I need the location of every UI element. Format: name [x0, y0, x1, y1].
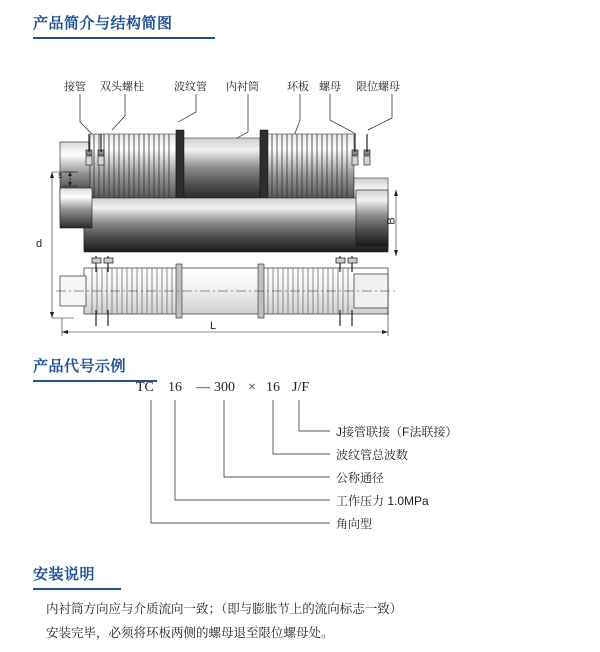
code-part-16a: 16	[168, 380, 182, 395]
callout-label-huanban: 环板	[287, 81, 309, 93]
code-desc-wave-count: 波纹管总波数	[336, 448, 409, 462]
code-desc-nominal-dia: 公称通径	[336, 471, 385, 485]
dim-label-d: d	[36, 238, 43, 250]
callout-label-neichentong: 内衬筒	[226, 81, 259, 93]
install-notes-text	[46, 600, 566, 648]
code-part-times: ×	[248, 380, 256, 395]
code-part-16b: 16	[266, 380, 280, 395]
dim-label-L: L	[210, 320, 217, 332]
product-code-leaders	[0, 378, 600, 558]
callout-label-bowenguan: 波纹管	[174, 81, 207, 93]
code-desc-pressure: 工作压力 1.0MPa	[336, 494, 429, 508]
title-underline	[33, 37, 215, 39]
dim-label-B: B	[385, 217, 398, 225]
title-underline-3	[33, 588, 121, 590]
structure-drawing-svg	[0, 60, 600, 350]
install-note-line-2: 安装完毕，必须将环板两侧的螺母退至限位螺母处。	[46, 626, 334, 640]
install-note-line-1: 内衬筒方向应与介质流向一致；（即与膨胀节上的流向标志一致）	[46, 602, 403, 616]
structure-drawing	[0, 60, 600, 350]
section-install-notes	[33, 563, 153, 590]
dim-label-s: s	[58, 170, 63, 180]
product-code-diagram	[0, 378, 600, 558]
callout-label-shuangtou: 双头螺柱	[100, 81, 144, 93]
code-part-300: 300	[214, 380, 235, 395]
code-part-tc: TC	[136, 380, 154, 395]
code-part-jf: J/F	[292, 380, 310, 395]
section-product-intro	[33, 12, 223, 39]
code-desc-connection: J接管联接（F法联接）	[336, 425, 458, 439]
code-desc-type: 角向型	[336, 517, 373, 531]
callout-label-luomu: 螺母	[319, 81, 341, 93]
section-title-install: 安装说明	[33, 566, 96, 583]
section-title-product-intro: 产品简介与结构简图	[33, 15, 173, 32]
callout-label-xianwei: 限位螺母	[356, 81, 400, 93]
code-part-dash: —	[196, 380, 210, 395]
section-title-product-code: 产品代号示例	[33, 358, 127, 375]
callout-label-jieguan: 接管	[64, 81, 86, 93]
